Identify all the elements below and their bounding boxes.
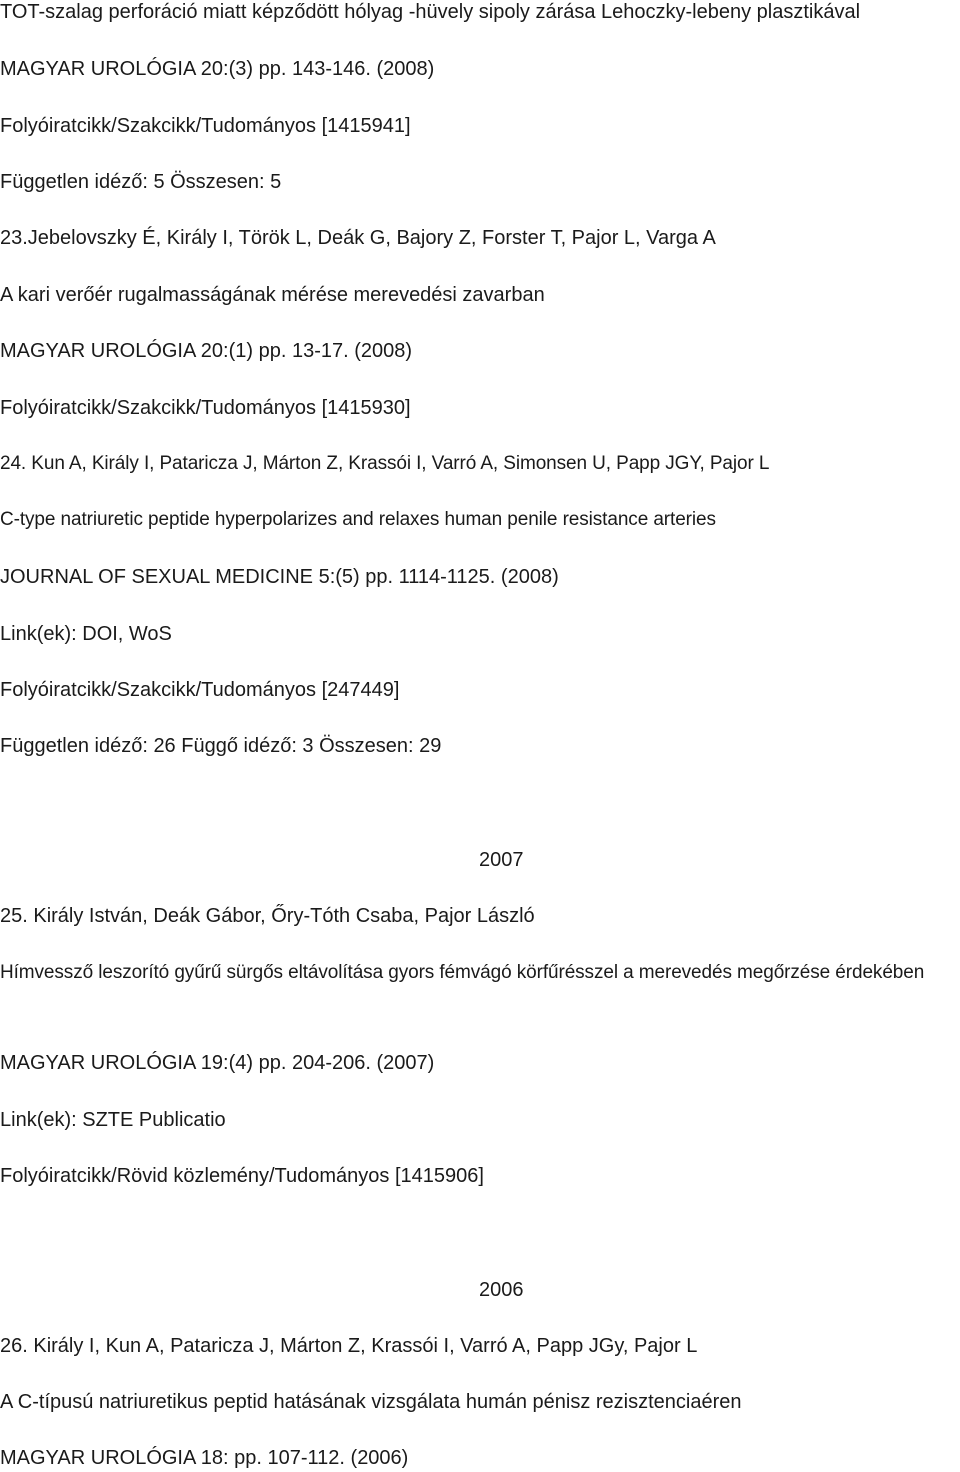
- year-heading-2006: 2006: [479, 1279, 524, 1301]
- pub-24-links[interactable]: Link(ek): DOI, WoS: [0, 623, 172, 645]
- pub-23-journal: MAGYAR UROLÓGIA 20:(1) pp. 13-17. (2008): [0, 340, 413, 362]
- pub-22-title: TOT-szalag perforáció miatt képződött hólyag -hüvely sipoly zárása Lehoczky-lebeny plasztikával: [0, 1, 861, 23]
- year-heading-2007: 2007: [479, 849, 524, 871]
- pub-24-journal: JOURNAL OF SEXUAL MEDICINE 5:(5) pp. 1114-1125. (2008): [0, 566, 559, 588]
- pub-25-type: Folyóiratcikk/Rövid közlemény/Tudományos [1415906]: [0, 1165, 484, 1187]
- pub-25-title: Hímvessző leszorító gyűrű sürgős eltávolítása gyors fémvágó körfűrésszel a merevedés megőrzése érdekében: [0, 962, 925, 983]
- pub-22-type: Folyóiratcikk/Szakcikk/Tudományos [1415941]: [0, 115, 411, 137]
- pub-24-citations: Független idéző: 26 Függő idéző: 3 Összesen: 29: [0, 735, 442, 757]
- pub-26-authors: 26. Király I, Kun A, Pataricza J, Márton Z, Krassói I, Varró A, Papp JGy, Pajor L: [0, 1335, 698, 1357]
- pub-24-authors: 24. Kun A, Király I, Pataricza J, Márton Z, Krassói I, Varró A, Simonsen U, Papp JGY, Pajor L: [0, 453, 770, 474]
- pub-26-title: A C-típusú natriuretikus peptid hatásának vizsgálata humán pénisz rezisztenciaéren: [0, 1391, 742, 1413]
- pub-26-journal: MAGYAR UROLÓGIA 18: pp. 107-112. (2006): [0, 1447, 409, 1469]
- pub-23-title: A kari verőér rugalmasságának mérése merevedési zavarban: [0, 284, 545, 306]
- pub-25-links[interactable]: Link(ek): SZTE Publicatio: [0, 1109, 226, 1131]
- pub-23-authors: 23.Jebelovszky É, Király I, Török L, Deák G, Bajory Z, Forster T, Pajor L, Varga A: [0, 227, 716, 249]
- pub-24-title: C-type natriuretic peptide hyperpolarizes and relaxes human penile resistance arteries: [0, 509, 716, 530]
- pub-25-journal: MAGYAR UROLÓGIA 19:(4) pp. 204-206. (2007): [0, 1052, 435, 1074]
- pub-24-type: Folyóiratcikk/Szakcikk/Tudományos [247449]: [0, 679, 400, 701]
- pub-25-authors: 25. Király István, Deák Gábor, Őry-Tóth Csaba, Pajor László: [0, 905, 535, 927]
- pub-23-type: Folyóiratcikk/Szakcikk/Tudományos [1415930]: [0, 397, 411, 419]
- pub-22-citations: Független idéző: 5 Összesen: 5: [0, 171, 282, 193]
- pub-22-journal: MAGYAR UROLÓGIA 20:(3) pp. 143-146. (2008): [0, 58, 435, 80]
